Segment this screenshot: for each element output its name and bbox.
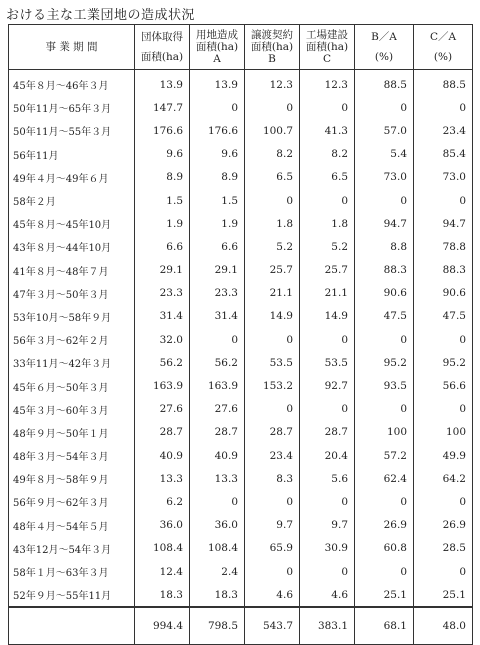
table-row [9,467,473,490]
cell-b-over-a: 8.8 [355,235,414,258]
table-row [9,537,473,560]
cell-transferred-area: 0 [245,189,300,212]
cell-period: 45年８月～45年10月 [9,212,135,235]
table-row [9,259,473,282]
cell-period: 41年８月～48年７月 [9,259,135,282]
cell-c-over-a: 100 [414,421,473,444]
cell-b-over-a: 94.7 [355,212,414,235]
cell-factory-area: 1.8 [300,212,355,235]
cell-factory-area: 6.5 [300,166,355,189]
cell-developed-area: 36.0 [190,514,245,537]
cell-period: 45年３月～60年３月 [9,398,135,421]
cell-period: 43年８月～44年10月 [9,235,135,258]
cell-transferred-area: 23.4 [245,444,300,467]
cell-c-over-a: 85.4 [414,143,473,166]
cell-developed-area: 31.4 [190,305,245,328]
cell-b-over-a: 47.5 [355,305,414,328]
cell-period: 49年８月～58年９月 [9,467,135,490]
cell-developed-area: 8.9 [190,166,245,189]
header-c-over-a: C／A (%) [414,25,473,70]
cell-developed-area: 27.6 [190,398,245,421]
header-acquired-area: 団体取得 面積(ha) [135,25,190,70]
cell-factory-area: 28.7 [300,421,355,444]
cell-transferred-area: 4.6 [245,583,300,607]
cell-developed-area: 0 [190,490,245,513]
cell-b-over-a: 0 [355,96,414,119]
total-factory: 383.1 [300,607,355,645]
cell-acquired-area: 32.0 [135,328,190,351]
cell-c-over-a: 0 [414,189,473,212]
cell-developed-area: 23.3 [190,282,245,305]
cell-period: 47年３月～50年３月 [9,282,135,305]
cell-c-over-a: 23.4 [414,119,473,142]
cell-factory-area: 92.7 [300,374,355,397]
header-b-over-a: B／A (%) [355,25,414,70]
cell-factory-area: 5.2 [300,235,355,258]
cell-transferred-area: 100.7 [245,119,300,142]
cell-b-over-a: 95.2 [355,351,414,374]
table-row [9,514,473,537]
cell-factory-area: 30.9 [300,537,355,560]
cell-b-over-a: 93.5 [355,374,414,397]
cell-acquired-area: 56.2 [135,351,190,374]
cell-factory-area: 4.6 [300,583,355,607]
cell-c-over-a: 25.1 [414,583,473,607]
table-row [9,328,473,351]
cell-developed-area: 28.7 [190,421,245,444]
table-row [9,143,473,166]
table-row [9,305,473,328]
cell-c-over-a: 94.7 [414,212,473,235]
cell-b-over-a: 26.9 [355,514,414,537]
cell-factory-area: 53.5 [300,351,355,374]
cell-transferred-area: 0 [245,328,300,351]
page-title: おける主な工業団地の造成状況 [6,8,196,23]
industrial-park-table [8,24,473,645]
total-acquired: 994.4 [135,607,190,645]
table-row [9,444,473,467]
cell-c-over-a: 0 [414,328,473,351]
cell-transferred-area: 8.2 [245,143,300,166]
cell-c-over-a: 88.5 [414,70,473,97]
cell-period: 53年10月～58年９月 [9,305,135,328]
cell-factory-area: 0 [300,328,355,351]
cell-acquired-area: 108.4 [135,537,190,560]
cell-c-over-a: 28.5 [414,537,473,560]
cell-acquired-area: 13.9 [135,70,190,97]
cell-c-over-a: 73.0 [414,166,473,189]
cell-developed-area: 18.3 [190,583,245,607]
table-row [9,374,473,397]
cell-period: 48年３月～54年３月 [9,444,135,467]
cell-period: 50年11月～65年３月 [9,96,135,119]
cell-factory-area: 14.9 [300,305,355,328]
cell-transferred-area: 0 [245,560,300,583]
cell-acquired-area: 6.6 [135,235,190,258]
cell-acquired-area: 6.2 [135,490,190,513]
total-transferred: 543.7 [245,607,300,645]
cell-period: 45年６月～50年３月 [9,374,135,397]
cell-factory-area: 12.3 [300,70,355,97]
cell-developed-area: 56.2 [190,351,245,374]
cell-period: 45年８月～46年３月 [9,70,135,97]
cell-transferred-area: 25.7 [245,259,300,282]
cell-developed-area: 40.9 [190,444,245,467]
header-developed-area: 用地造成 面積(ha) A [190,25,245,70]
cell-b-over-a: 25.1 [355,583,414,607]
table-row [9,398,473,421]
cell-period: 58年２月 [9,189,135,212]
header-period: 事 業 期 間 [9,25,135,70]
cell-transferred-area: 14.9 [245,305,300,328]
cell-period: 48年９月～50年１月 [9,421,135,444]
table-row [9,421,473,444]
cell-period: 56年11月 [9,143,135,166]
cell-developed-area: 163.9 [190,374,245,397]
cell-developed-area: 9.6 [190,143,245,166]
cell-period: 56年９月～62年３月 [9,490,135,513]
cell-factory-area: 0 [300,398,355,421]
cell-transferred-area: 1.8 [245,212,300,235]
total-developed: 798.5 [190,607,245,645]
table-row [9,490,473,513]
cell-developed-area: 2.4 [190,560,245,583]
cell-developed-area: 0 [190,328,245,351]
cell-developed-area: 1.9 [190,212,245,235]
table-row [9,282,473,305]
table-row [9,560,473,583]
cell-period: 43年12月～54年３月 [9,537,135,560]
cell-transferred-area: 53.5 [245,351,300,374]
cell-c-over-a: 0 [414,560,473,583]
cell-factory-area: 0 [300,96,355,119]
header-row [9,25,473,70]
cell-c-over-a: 26.9 [414,514,473,537]
cell-c-over-a: 56.6 [414,374,473,397]
cell-b-over-a: 0 [355,328,414,351]
table-row [9,189,473,212]
cell-period: 48年４月～54年５月 [9,514,135,537]
table-row [9,166,473,189]
cell-transferred-area: 0 [245,490,300,513]
total-b-over-a: 68.1 [355,607,414,645]
cell-transferred-area: 28.7 [245,421,300,444]
cell-b-over-a: 60.8 [355,537,414,560]
cell-b-over-a: 57.2 [355,444,414,467]
cell-b-over-a: 0 [355,398,414,421]
cell-transferred-area: 0 [245,96,300,119]
table-row [9,96,473,119]
cell-b-over-a: 88.5 [355,70,414,97]
cell-factory-area: 25.7 [300,259,355,282]
cell-c-over-a: 88.3 [414,259,473,282]
cell-b-over-a: 88.3 [355,259,414,282]
cell-acquired-area: 9.6 [135,143,190,166]
cell-transferred-area: 153.2 [245,374,300,397]
cell-developed-area: 13.9 [190,70,245,97]
cell-transferred-area: 9.7 [245,514,300,537]
cell-developed-area: 6.6 [190,235,245,258]
cell-b-over-a: 0 [355,189,414,212]
cell-period: 58年１月～63年３月 [9,560,135,583]
cell-acquired-area: 28.7 [135,421,190,444]
cell-transferred-area: 5.2 [245,235,300,258]
cell-developed-area: 29.1 [190,259,245,282]
cell-period: 33年11月～42年３月 [9,351,135,374]
cell-c-over-a: 49.9 [414,444,473,467]
cell-acquired-area: 1.9 [135,212,190,235]
cell-c-over-a: 64.2 [414,467,473,490]
table-row [9,212,473,235]
totals-label [9,607,135,645]
cell-acquired-area: 29.1 [135,259,190,282]
cell-transferred-area: 6.5 [245,166,300,189]
cell-b-over-a: 5.4 [355,143,414,166]
cell-acquired-area: 27.6 [135,398,190,421]
cell-factory-area: 0 [300,490,355,513]
cell-acquired-area: 23.3 [135,282,190,305]
cell-period: 50年11月～55年３月 [9,119,135,142]
cell-acquired-area: 18.3 [135,583,190,607]
header-transferred-area: 譲渡契約 面積(ha) B [245,25,300,70]
cell-transferred-area: 65.9 [245,537,300,560]
cell-factory-area: 8.2 [300,143,355,166]
table-row [9,583,473,607]
cell-factory-area: 5.6 [300,467,355,490]
cell-developed-area: 0 [190,96,245,119]
cell-period: 49年４月～49年６月 [9,166,135,189]
cell-factory-area: 41.3 [300,119,355,142]
cell-acquired-area: 163.9 [135,374,190,397]
cell-factory-area: 21.1 [300,282,355,305]
table-row [9,70,473,97]
cell-period: 52年９月～55年11月 [9,583,135,607]
cell-b-over-a: 0 [355,490,414,513]
cell-factory-area: 0 [300,560,355,583]
cell-c-over-a: 78.8 [414,235,473,258]
cell-c-over-a: 0 [414,490,473,513]
cell-factory-area: 9.7 [300,514,355,537]
cell-c-over-a: 0 [414,398,473,421]
cell-transferred-area: 12.3 [245,70,300,97]
table-row [9,119,473,142]
cell-acquired-area: 36.0 [135,514,190,537]
cell-b-over-a: 100 [355,421,414,444]
total-c-over-a: 48.0 [414,607,473,645]
cell-acquired-area: 31.4 [135,305,190,328]
cell-acquired-area: 147.7 [135,96,190,119]
table-row [9,351,473,374]
cell-c-over-a: 90.6 [414,282,473,305]
cell-acquired-area: 8.9 [135,166,190,189]
cell-factory-area: 0 [300,189,355,212]
cell-acquired-area: 1.5 [135,189,190,212]
cell-acquired-area: 40.9 [135,444,190,467]
cell-b-over-a: 73.0 [355,166,414,189]
cell-acquired-area: 12.4 [135,560,190,583]
cell-developed-area: 13.3 [190,467,245,490]
cell-b-over-a: 57.0 [355,119,414,142]
cell-factory-area: 20.4 [300,444,355,467]
cell-acquired-area: 13.3 [135,467,190,490]
cell-transferred-area: 8.3 [245,467,300,490]
cell-b-over-a: 62.4 [355,467,414,490]
cell-period: 56年３月～62年２月 [9,328,135,351]
cell-c-over-a: 0 [414,96,473,119]
cell-acquired-area: 176.6 [135,119,190,142]
cell-transferred-area: 0 [245,398,300,421]
cell-c-over-a: 47.5 [414,305,473,328]
cell-transferred-area: 21.1 [245,282,300,305]
totals-row [9,607,473,645]
cell-developed-area: 1.5 [190,189,245,212]
cell-developed-area: 176.6 [190,119,245,142]
header-factory-area: 工場建設 面積(ha) C [300,25,355,70]
table-row [9,235,473,258]
cell-developed-area: 108.4 [190,537,245,560]
cell-b-over-a: 90.6 [355,282,414,305]
cell-b-over-a: 0 [355,560,414,583]
cell-c-over-a: 95.2 [414,351,473,374]
